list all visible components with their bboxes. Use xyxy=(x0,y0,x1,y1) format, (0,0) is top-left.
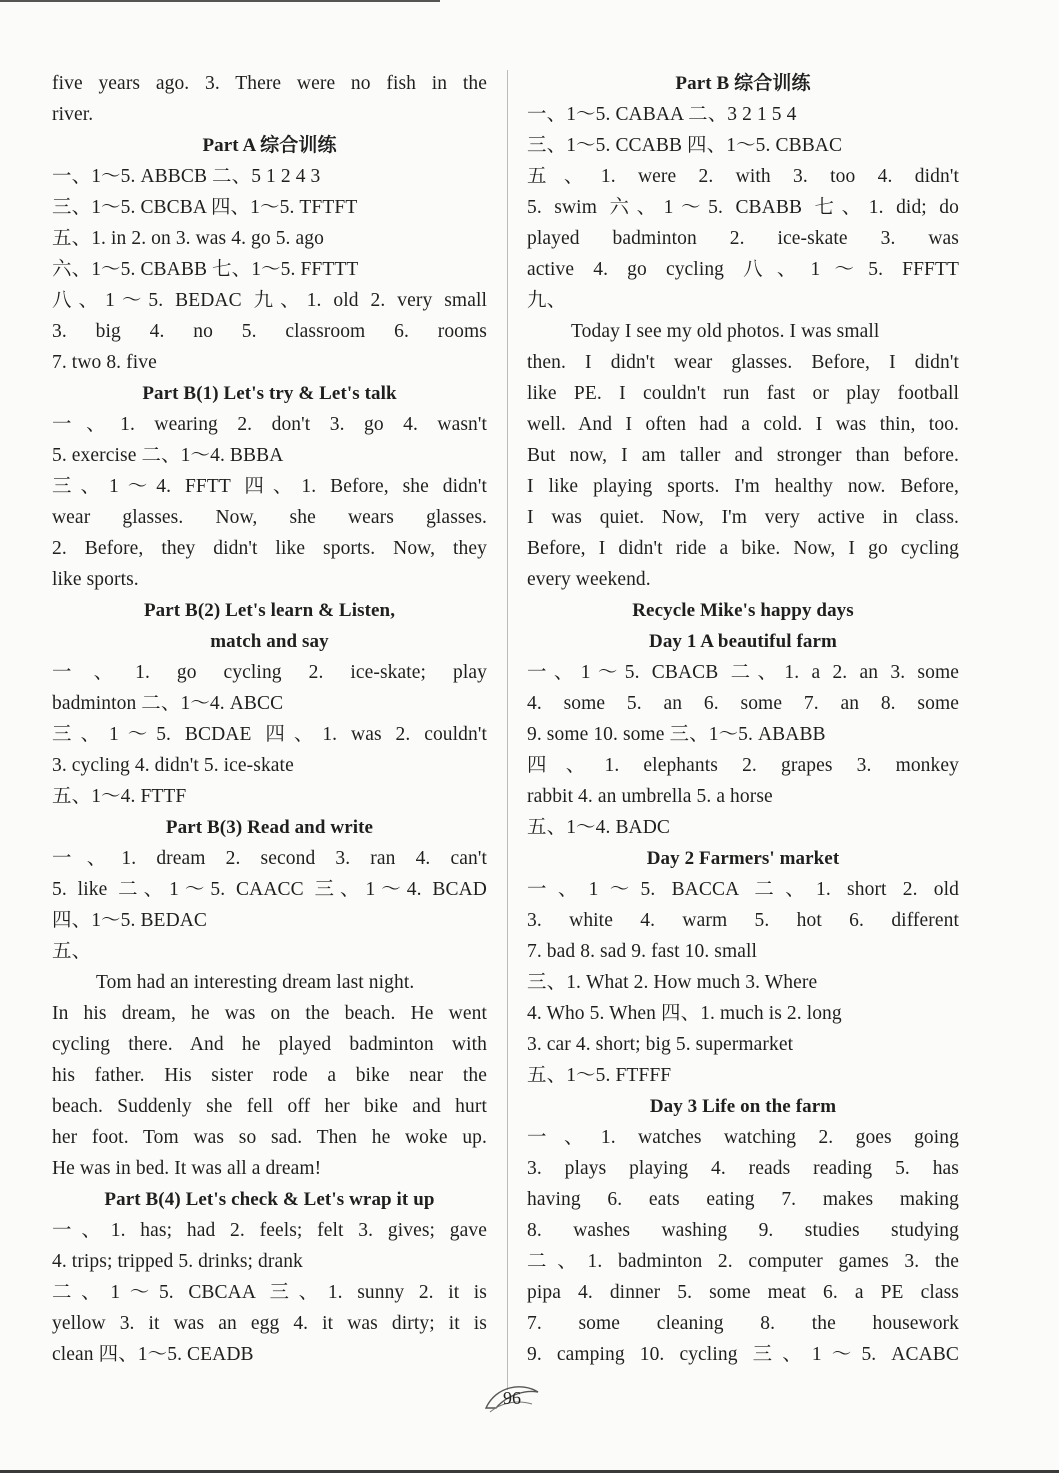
answer-line: 3. plays playing 4. reads reading 5. has xyxy=(527,1158,959,1179)
answer-line: her foot. Tom was so sad. Then he woke up. xyxy=(52,1127,487,1148)
answer-line: Before, I didn't ride a bike. Now, I go cycling xyxy=(527,538,959,559)
answer-line: 8. washes washing 9. studies studying xyxy=(527,1220,959,1241)
answer-line: 四、1. elephants 2. grapes 3. monkey xyxy=(527,755,959,776)
answer-line: Tom had an interesting dream last night. xyxy=(96,972,415,993)
answer-line: active 4. go cycling 八、1～5. FFFTT xyxy=(527,259,959,280)
answer-line: 一、1. dream 2. second 3. ran 4. can't xyxy=(52,848,487,869)
answer-line: five years ago. 3. There were no fish in the xyxy=(52,73,487,94)
answer-line: like sports. xyxy=(52,569,139,590)
answer-line: 4. some 5. an 6. some 7. an 8. some xyxy=(527,693,959,714)
answer-line: I was quiet. Now, I'm very active in class. xyxy=(527,507,959,528)
answer-line: 二、1. badminton 2. computer games 3. the xyxy=(527,1251,959,1272)
answer-line: 一、1～5. BACCA 二、1. short 2. old xyxy=(527,879,959,900)
page-number-text: 96 xyxy=(503,1387,521,1408)
answer-line: 五、1～4. BADC xyxy=(527,817,671,838)
answer-line: played badminton 2. ice-skate 3. was xyxy=(527,228,959,249)
answer-line: rabbit 4. an umbrella 5. a horse xyxy=(527,786,773,807)
answer-line: pipa 4. dinner 5. some meat 6. a PE class xyxy=(527,1282,959,1303)
answer-line: his father. His sister rode a bike near the xyxy=(52,1065,487,1086)
answer-line: 五、1. in 2. on 3. was 4. go 5. ago xyxy=(52,228,324,249)
section-heading: Part B(2) Let's learn & Listen, xyxy=(143,600,396,621)
section-heading: Part B 综合训练 xyxy=(675,73,811,94)
answer-line: well. And I often had a cold. I was thin, too. xyxy=(527,414,959,435)
answer-line: 5. exercise 二、1～4. BBBA xyxy=(52,445,284,466)
column-divider xyxy=(507,70,508,1390)
answer-line: 3. white 4. warm 5. hot 6. different xyxy=(527,910,959,931)
answer-line: yellow 3. it was an egg 4. it was dirty; it is xyxy=(52,1313,487,1334)
answer-line: 五、 xyxy=(52,941,92,962)
answer-line: Today I see my old photos. I was small xyxy=(571,321,880,342)
section-heading: Recycle Mike's happy days xyxy=(632,600,854,621)
section-heading: match and say xyxy=(210,631,329,652)
answer-line: badminton 二、1～4. ABCC xyxy=(52,693,284,714)
answer-line: 一、1～5. CABAA 二、3 2 1 5 4 xyxy=(527,104,797,125)
section-heading: Day 3 Life on the farm xyxy=(649,1096,837,1117)
right-column xyxy=(527,68,959,1370)
answer-line: 3. cycling 4. didn't 5. ice-skate xyxy=(52,755,294,776)
answer-line: 5. like 二、1～5. CAACC 三、1～4. BCAD xyxy=(52,879,487,900)
answer-line: 三、1～4. FFTT 四、1. Before, she didn't xyxy=(52,476,487,497)
answer-line: cycling there. And he played badminton with xyxy=(52,1034,487,1055)
answer-line: 六、1～5. CBABB 七、1～5. FFTTT xyxy=(52,259,359,280)
section-heading: Part B(3) Read and write xyxy=(165,817,374,838)
answer-line: In his dream, he was on the beach. He went xyxy=(52,1003,487,1024)
answer-line: 三、1～5. CCABB 四、1～5. CBBAC xyxy=(527,135,843,156)
section-heading: Part B(1) Let's try & Let's talk xyxy=(142,383,397,404)
answer-line: 三、1～5. CBCBA 四、1～5. TFTFT xyxy=(52,197,358,218)
answer-line: having 6. eats eating 7. makes making xyxy=(527,1189,959,1210)
answer-line: 二、1～5. CBCAA 三、1. sunny 2. it is xyxy=(52,1282,487,1303)
answer-line: then. I didn't wear glasses. Before, I didn't xyxy=(527,352,959,373)
answer-line: 4. trips; tripped 5. drinks; drank xyxy=(52,1251,303,1272)
answer-line: 5. swim 六、1～5. CBABB 七、1. did; do xyxy=(527,197,959,218)
page-number xyxy=(482,1378,542,1418)
answer-line: 9. camping 10. cycling 三、1～5. ACABC xyxy=(527,1344,959,1365)
answer-line: 四、1～5. BEDAC xyxy=(52,910,208,931)
answer-line: river. xyxy=(52,104,94,125)
answer-line: 一、1. has; had 2. feels; felt 3. gives; gave xyxy=(52,1220,487,1241)
answer-line: wear glasses. Now, she wears glasses. xyxy=(52,507,487,528)
answer-line: He was in bed. It was all a dream! xyxy=(52,1158,322,1179)
answer-line: 3. big 4. no 5. classroom 6. rooms xyxy=(52,321,487,342)
answer-line: 五、1～5. FTFFF xyxy=(527,1065,672,1086)
answer-line: 五、1～4. FTTF xyxy=(52,786,187,807)
answer-line: 一、1～5. CBACB 二、1. a 2. an 3. some xyxy=(527,662,959,683)
section-heading: Part B(4) Let's check & Let's wrap it up xyxy=(104,1189,435,1210)
answer-line: 一、1. go cycling 2. ice-skate; play xyxy=(52,662,487,683)
answer-line: 2. Before, they didn't like sports. Now, they xyxy=(52,538,487,559)
answer-line: 八、1～5. BEDAC 九、1. old 2. very small xyxy=(52,290,487,311)
answer-line: clean 四、1～5. CEADB xyxy=(52,1344,254,1365)
answer-line: 4. Who 5. When 四、1. much is 2. long xyxy=(527,1003,842,1024)
left-column xyxy=(52,68,487,1370)
answer-line: 9. some 10. some 三、1～5. ABABB xyxy=(527,724,826,745)
top-rule xyxy=(0,0,440,2)
answer-line: 一、1. wearing 2. don't 3. go 4. wasn't xyxy=(52,414,487,435)
answer-line: beach. Suddenly she fell off her bike and hurt xyxy=(52,1096,487,1117)
answer-line: like PE. I couldn't run fast or play football xyxy=(527,383,959,404)
answer-line: 7. bad 8. sad 9. fast 10. small xyxy=(527,941,758,962)
section-heading: Part A 综合训练 xyxy=(202,135,337,156)
answer-line: 五、1. were 2. with 3. too 4. didn't xyxy=(527,166,959,187)
answer-line: 九、 xyxy=(527,290,567,311)
answer-line: 一、1～5. ABBCB 二、5 1 2 4 3 xyxy=(52,166,321,187)
answer-line: 3. car 4. short; big 5. supermarket xyxy=(527,1034,794,1055)
section-heading: Day 1 A beautiful farm xyxy=(649,631,837,652)
answer-line: But now, I am taller and stronger than before. xyxy=(527,445,959,466)
answer-line: 一、1. watches watching 2. goes going xyxy=(527,1127,959,1148)
answer-line: 7. two 8. five xyxy=(52,352,157,373)
answer-line: every weekend. xyxy=(527,569,651,590)
section-heading: Day 2 Farmers' market xyxy=(646,848,840,869)
answer-line: I like playing sports. I'm healthy now. Before, xyxy=(527,476,959,497)
answer-line: 三、1～5. BCDAE 四、1. was 2. couldn't xyxy=(52,724,487,745)
answer-line: 三、1. What 2. How much 3. Where xyxy=(527,972,818,993)
answer-line: 7. some cleaning 8. the housework xyxy=(527,1313,959,1334)
